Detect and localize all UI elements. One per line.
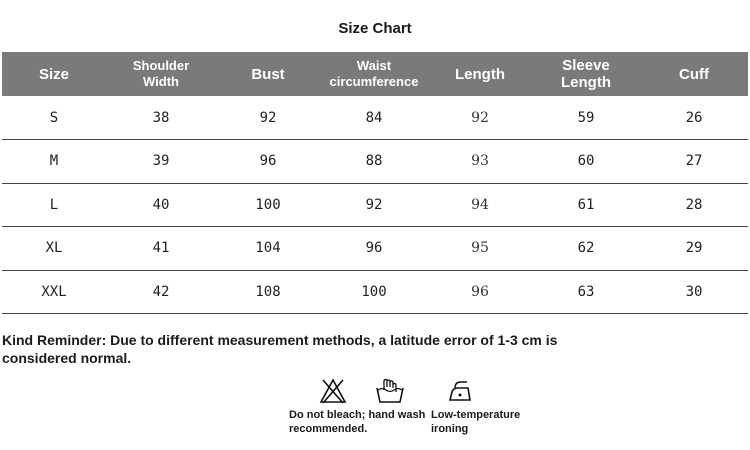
header-sleeve-line2: Length — [561, 74, 611, 91]
size-chart-table — [2, 52, 748, 314]
care-wash-group — [289, 378, 425, 436]
cell-cuff: 27 — [685, 153, 703, 170]
cell-waist: 100 — [361, 283, 387, 300]
header-size: Size — [38, 65, 69, 83]
header-waist-line1: Waist — [356, 58, 392, 73]
cell-size: XXL — [41, 283, 67, 300]
cell-sleeve: 60 — [577, 153, 595, 170]
cell-length: 96 — [471, 283, 489, 300]
wash-label-line1: Do not bleach; hand wash — [289, 409, 426, 421]
wash-label-line2: recommended. — [289, 423, 368, 435]
iron-label-line1: Low-temperature — [431, 409, 521, 421]
hand-wash-icon — [375, 378, 405, 404]
cell-length: 92 — [471, 109, 489, 126]
header-sleeve-line1: Sleeve — [562, 57, 610, 74]
cell-bust: 100 — [255, 196, 281, 213]
cell-sleeve: 62 — [577, 240, 595, 257]
header-waist-circumference — [320, 52, 428, 96]
table-header-row — [2, 52, 748, 96]
header-shoulder-width — [106, 52, 216, 96]
cell-sleeve: 59 — [577, 109, 595, 126]
cell-bust: 96 — [259, 153, 277, 170]
kind-reminder-note — [2, 331, 602, 367]
iron-label — [431, 408, 520, 436]
header-waist-line2: circumference — [329, 74, 419, 89]
cell-shoulder: 41 — [152, 240, 170, 257]
iron-label-line2: ironing — [431, 423, 469, 435]
cell-bust: 104 — [255, 240, 281, 257]
cell-size: S — [49, 109, 59, 126]
cell-cuff: 30 — [685, 283, 703, 300]
cell-shoulder: 42 — [152, 283, 170, 300]
cell-size: L — [49, 196, 59, 213]
header-shoulder-line1: Shoulder — [132, 58, 190, 73]
cell-shoulder: 38 — [152, 109, 170, 126]
header-cuff: Cuff — [679, 65, 709, 83]
cell-size: XL — [45, 240, 63, 257]
cell-bust: 108 — [255, 283, 281, 300]
table-row — [2, 183, 748, 227]
table-row — [2, 270, 748, 314]
reminder-line2: considered normal. — [2, 350, 132, 366]
table-row — [2, 140, 748, 184]
no-bleach-icon — [319, 378, 347, 404]
cell-shoulder: 39 — [152, 153, 170, 170]
cell-shoulder: 40 — [152, 196, 170, 213]
header-bust: Bust — [251, 65, 285, 83]
cell-waist: 92 — [365, 196, 383, 213]
cell-length: 95 — [471, 240, 489, 257]
cell-waist: 84 — [365, 109, 383, 126]
header-length: Length — [455, 65, 505, 83]
low-temp-iron-icon — [447, 378, 520, 404]
cell-size: M — [49, 153, 59, 170]
reminder-line1: Kind Reminder: Due to different measurement methods, a latitude error of 1-3 cm is — [2, 332, 558, 348]
care-iron-group — [431, 378, 520, 436]
table-row — [2, 96, 748, 140]
cell-length: 94 — [471, 196, 489, 213]
wash-label — [289, 408, 425, 436]
cell-waist: 96 — [365, 240, 383, 257]
cell-cuff: 28 — [685, 196, 703, 213]
cell-bust: 92 — [259, 109, 277, 126]
page-title: Size Chart — [338, 20, 412, 37]
cell-cuff: 29 — [685, 240, 703, 257]
cell-sleeve: 61 — [577, 196, 595, 213]
cell-length: 93 — [471, 153, 489, 170]
header-shoulder-line2: Width — [143, 74, 179, 89]
header-sleeve-length — [532, 52, 640, 96]
cell-sleeve: 63 — [577, 283, 595, 300]
cell-cuff: 26 — [685, 109, 703, 126]
table-row — [2, 227, 748, 271]
cell-waist: 88 — [365, 153, 383, 170]
